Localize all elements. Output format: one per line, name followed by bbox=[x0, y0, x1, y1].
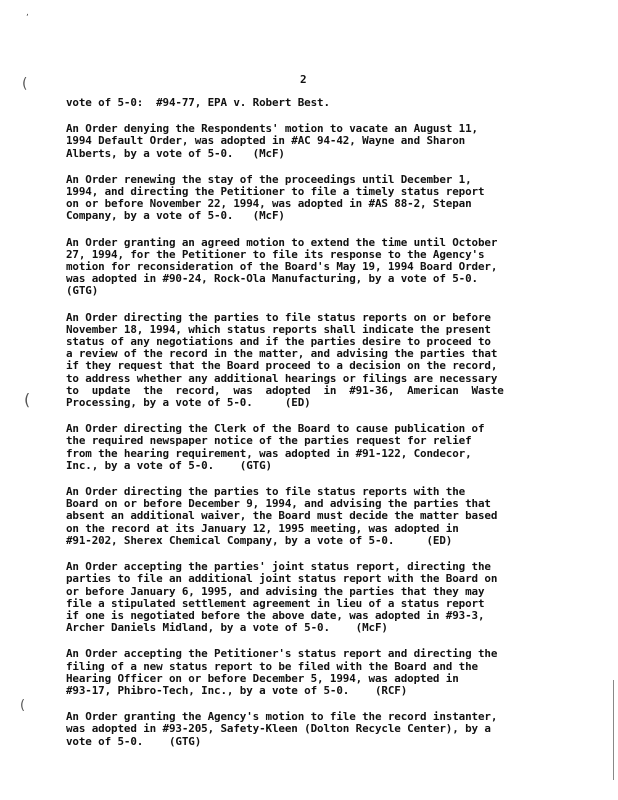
paragraph-line: if they request that the Board proceed to a decision on the record, bbox=[66, 359, 498, 373]
scan-mark: , bbox=[26, 8, 29, 18]
paragraph-line: #91-202, Sherex Chemical Company, by a vote of 5-0. (ED) bbox=[66, 533, 453, 547]
paragraph-line: Archer Daniels Midland, by a vote of 5-0. (McF) bbox=[66, 621, 388, 635]
paragraph-line: Board on or before December 9, 1994, and advising the parties that bbox=[66, 497, 491, 511]
paragraph-line: filing of a new status report to be filed with the Board and the bbox=[66, 659, 478, 673]
binder-hole-mark: ( bbox=[22, 76, 28, 92]
paragraph-line: Hearing Officer on or before December 5, 1994, was adopted in bbox=[66, 671, 459, 685]
scan-edge-line bbox=[613, 680, 614, 780]
paragraph-line: November 18, 1994, which status reports shall indicate the present bbox=[66, 322, 491, 336]
paragraph-line: on the record at its January 12, 1995 meeting, was adopted in bbox=[66, 521, 459, 535]
order-paragraph bbox=[66, 561, 546, 634]
paragraph-line: 1994, and directing the Petitioner to file a timely status report bbox=[66, 185, 485, 199]
order-paragraph bbox=[66, 174, 546, 223]
paragraph-line: parties to file an additional joint status report with the Board on bbox=[66, 572, 498, 586]
paragraph-line: Company, by a vote of 5-0. (McF) bbox=[66, 209, 285, 223]
paragraph-line: motion for reconsideration of the Board's May 19, 1994 Board Order, bbox=[66, 260, 498, 274]
document-body bbox=[66, 97, 546, 762]
paragraph-line: (GTG) bbox=[66, 284, 99, 298]
paragraph-line: An Order directing the Clerk of the Board to cause publication of bbox=[66, 422, 485, 436]
order-paragraph bbox=[66, 711, 546, 748]
paragraph-line: An Order renewing the stay of the proceedings until December 1, bbox=[66, 172, 472, 186]
order-paragraph bbox=[66, 312, 546, 410]
paragraph-line: Inc., by a vote of 5-0. (GTG) bbox=[66, 458, 272, 472]
binder-hole-mark: ( bbox=[20, 698, 26, 713]
paragraph-line: to update the record, was adopted in #91-36, American Waste bbox=[66, 383, 504, 397]
paragraph-line: An Order accepting the Petitioner's status report and directing the bbox=[66, 647, 498, 661]
paragraph-line: if one is negotiated before the above date, was adopted in #93-3, bbox=[66, 608, 485, 622]
paragraph-line: Alberts, by a vote of 5-0. (McF) bbox=[66, 146, 285, 160]
paragraph-line: An Order accepting the parties' joint status report, directing the bbox=[66, 560, 491, 574]
paragraph-line: An Order granting an agreed motion to extend the time until October bbox=[66, 235, 498, 249]
paragraph-line: status of any negotiations and if the parties desire to proceed to bbox=[66, 335, 491, 349]
paragraph-line: An Order directing the parties to file status reports on or before bbox=[66, 310, 491, 324]
order-paragraph bbox=[66, 237, 546, 298]
paragraph-line: from the hearing requirement, was adopted in #91-122, Condecor, bbox=[66, 446, 472, 460]
order-paragraph bbox=[66, 97, 546, 109]
paragraph-line: 27, 1994, for the Petitioner to file its response to the Agency's bbox=[66, 247, 485, 261]
order-paragraph bbox=[66, 423, 546, 472]
paragraph-line: An Order directing the parties to file status reports with the bbox=[66, 485, 466, 499]
order-paragraph bbox=[66, 486, 546, 547]
paragraph-line: was adopted in #90-24, Rock-Ola Manufacturing, by a vote of 5-0. bbox=[66, 272, 478, 286]
paragraph-line: Processing, by a vote of 5-0. (ED) bbox=[66, 396, 311, 410]
paragraph-line: to address whether any additional hearings or filings are necessary bbox=[66, 371, 498, 385]
paragraph-line: on or before November 22, 1994, was adopted in #AS 88-2, Stepan bbox=[66, 197, 472, 211]
paragraph-line: vote of 5-0: #94-77, EPA v. Robert Best. bbox=[66, 96, 330, 109]
paragraph-line: vote of 5-0. (GTG) bbox=[66, 734, 202, 748]
order-paragraph bbox=[66, 648, 546, 697]
paragraph-line: absent an additional waiver, the Board must decide the matter based bbox=[66, 509, 498, 523]
paragraph-line: #93-17, Phibro-Tech, Inc., by a vote of 5-0. (RCF) bbox=[66, 683, 408, 697]
paragraph-line: a review of the record in the matter, and advising the parties that bbox=[66, 347, 498, 361]
binder-hole-mark: ( bbox=[24, 390, 31, 409]
order-paragraph bbox=[66, 123, 546, 160]
paragraph-line: file a stipulated settlement agreement in lieu of a status report bbox=[66, 596, 485, 610]
paragraph-line: the required newspaper notice of the parties request for relief bbox=[66, 434, 472, 448]
paragraph-line: was adopted in #93-205, Safety-Kleen (Dolton Recycle Center), by a bbox=[66, 722, 491, 736]
paragraph-line: or before January 6, 1995, and advising the parties that they may bbox=[66, 584, 485, 598]
paragraph-line: An Order granting the Agency's motion to file the record instanter, bbox=[66, 710, 498, 724]
paragraph-line: 1994 Default Order, was adopted in #AC 94-42, Wayne and Sharon bbox=[66, 134, 466, 148]
paragraph-line: An Order denying the Respondents' motion to vacate an August 11, bbox=[66, 122, 478, 136]
page-number: 2 bbox=[300, 73, 307, 86]
